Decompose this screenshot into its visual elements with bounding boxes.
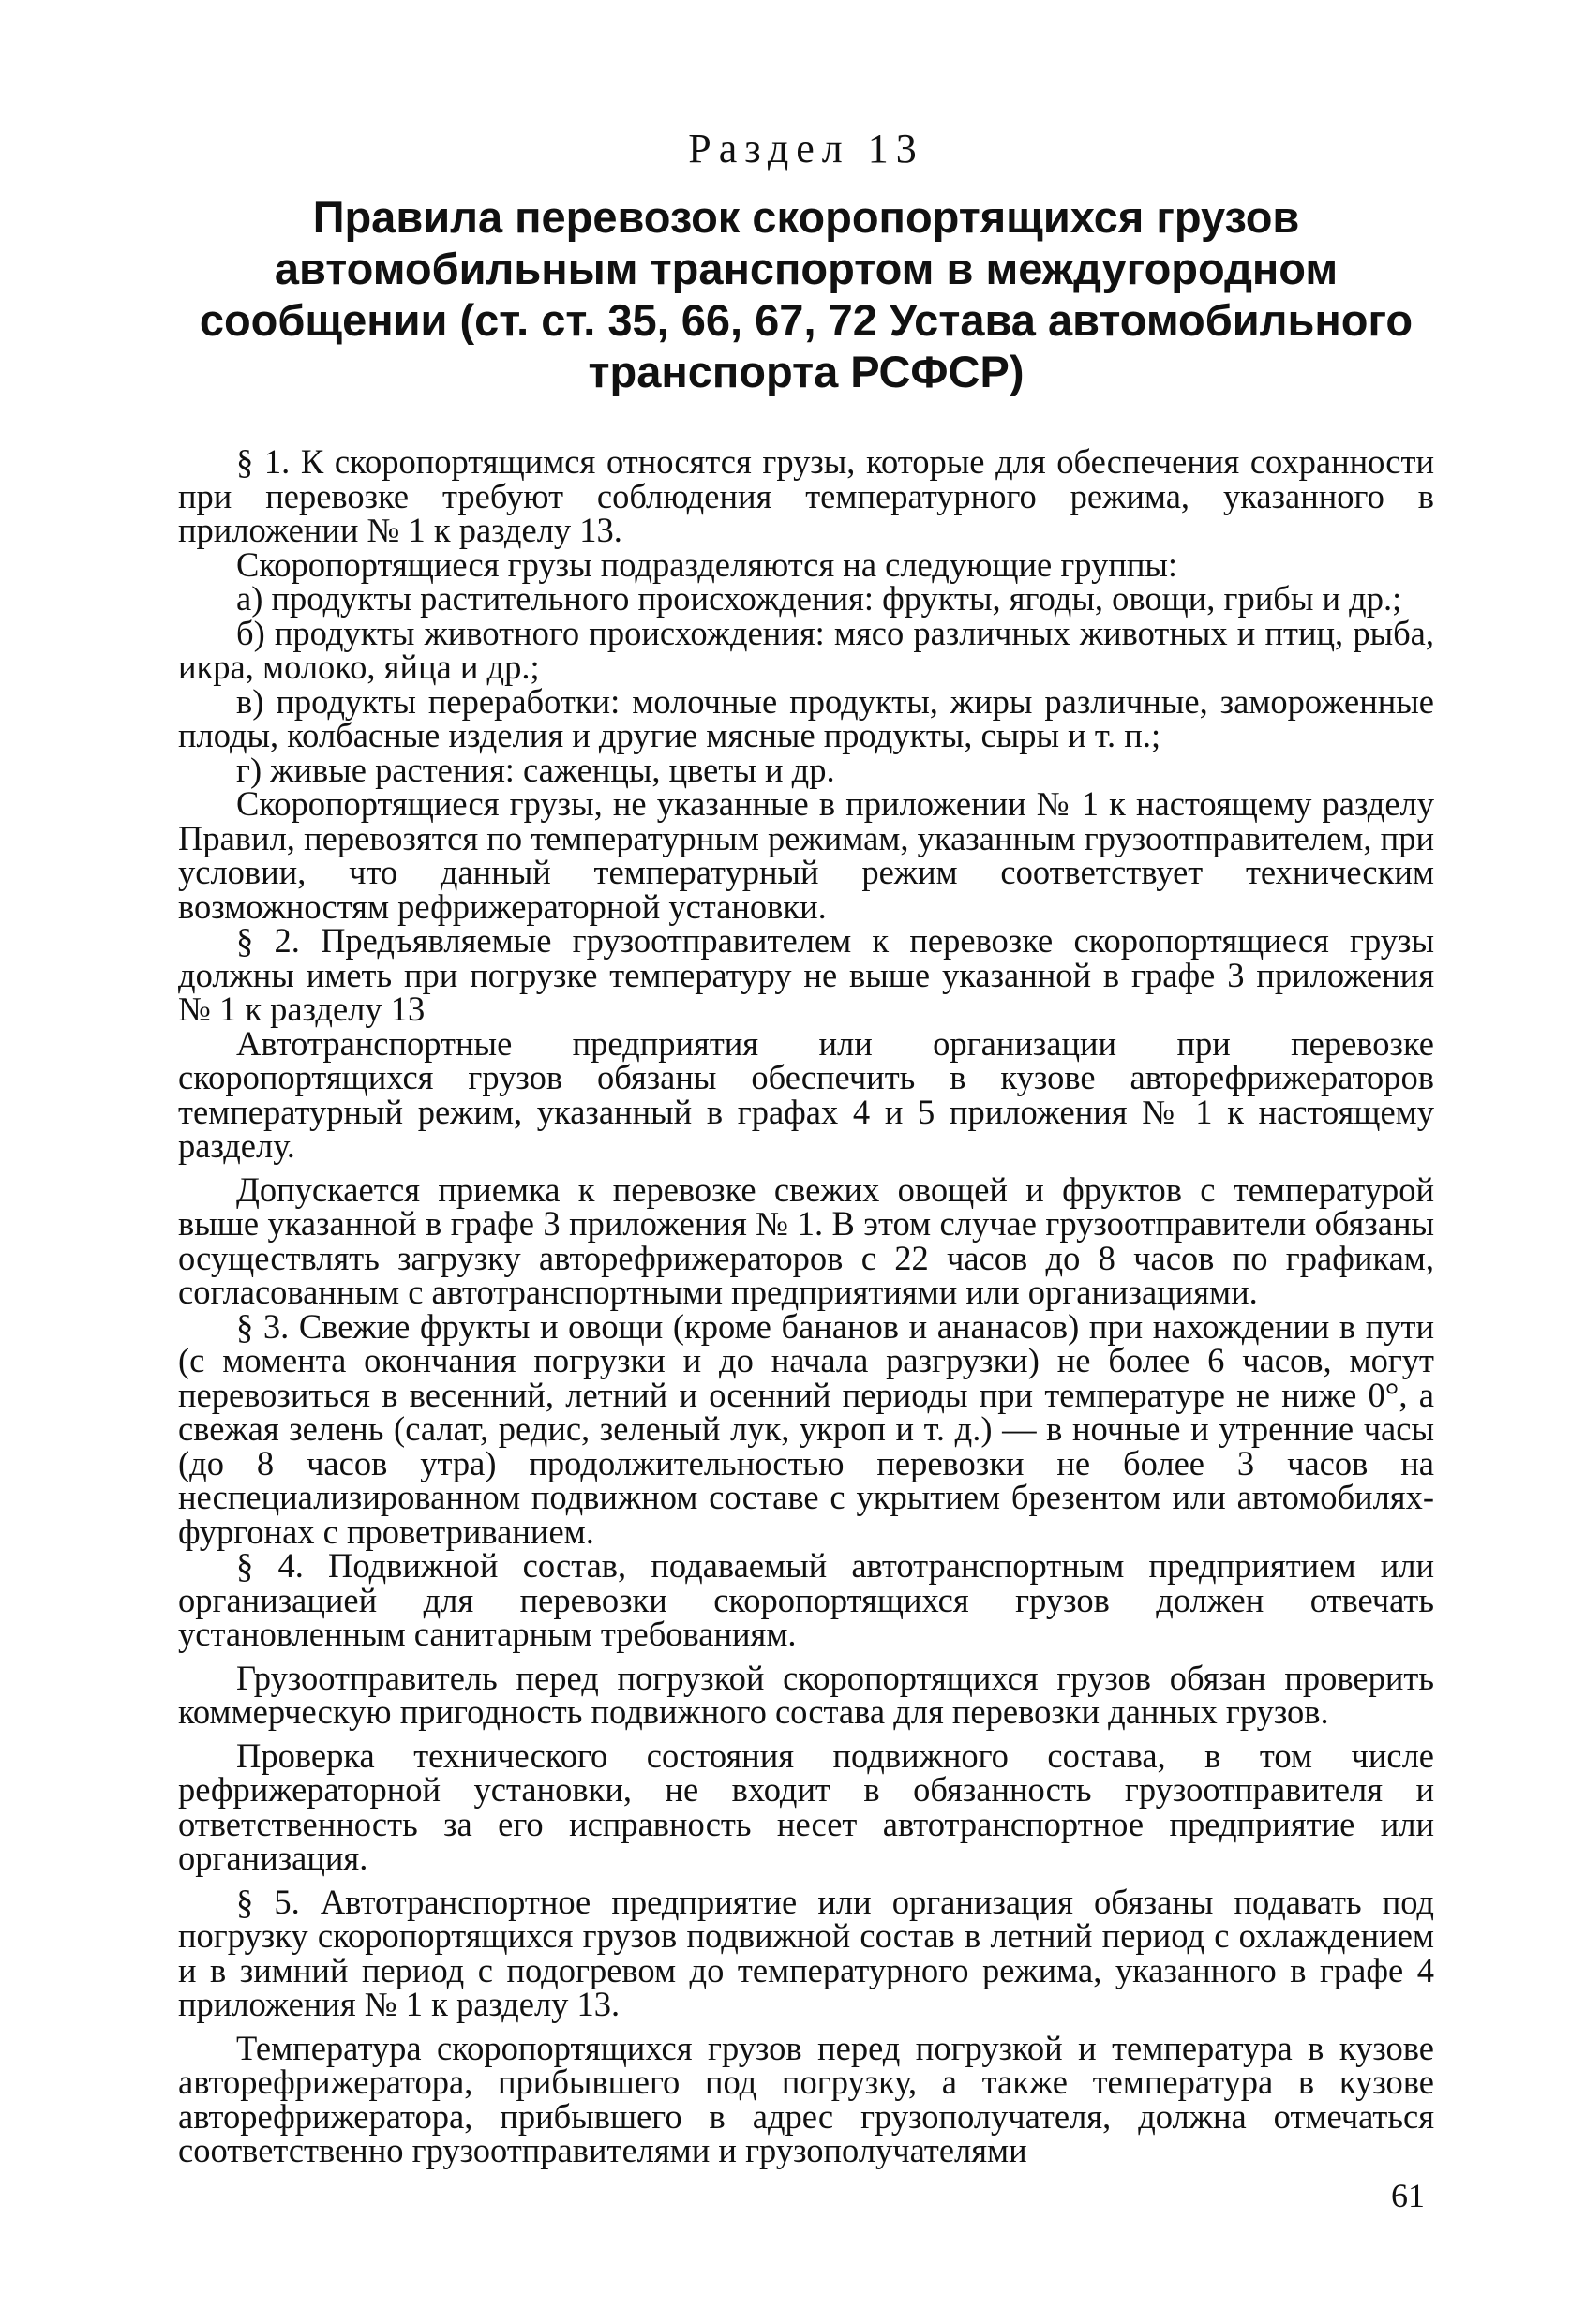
document-body — [178, 442, 1434, 2170]
paragraph-2: Скоропортящиеся грузы подразделяются на следующие группы: — [236, 544, 1178, 584]
section-heading: Раздел 13 — [688, 126, 924, 171]
paragraph-16: Температура скоропортящихся грузов перед погрузкой и температура в кузове авторефрижератора, прибывшего под погрузку, а также температура в кузове авторефрижератора, прибывшего в адрес грузополучателя, должна отмечаться соответственно грузоотправителями и грузополучателями — [178, 2028, 1434, 2170]
paragraph-7: Скоропортящиеся грузы, не указанные в приложении № 1 к настоящему разделу Правил, перевозятся по температурным режимам, указанным грузоотправителем, при условии, что данный температурный режим соответствует техническим возможностям рефрижераторной установки. — [178, 784, 1434, 926]
paragraph-9: Автотранспортные предприятия или организации при перевозке скоропортящихся грузов обязаны обеспечить в кузове авторефрижераторов температурный режим, указанный в графах 4 и 5 приложения № 1 к настоящему разделу. — [178, 1023, 1434, 1166]
paragraph-11: § 3. Свежие фрукты и овощи (кроме бананов и ананасов) при нахождении в пути (с момента окончания погрузки и до начала разгрузки) не более 6 часов, могут перевозиться в весенний, летний и осенний периоды при температуре не ниже 0°, а свежая зелень (салат, редис, зеленый лук, укроп и т. д.) — в ночные и утренние часы (до 8 часов утра) продолжительностью перевозки не более 3 часов на неспециализированном подвижном составе с укрытием брезентом или автомобилях-фургонах с проветриванием. — [178, 1306, 1434, 1551]
page-number: 61 — [1391, 2177, 1425, 2214]
document-page — [178, 127, 1434, 2168]
paragraph-8: § 2. Предъявляемые грузоотправителем к перевозке скоропортящиеся грузы должны иметь при погрузке температуру не выше указанной в графе 3 приложения № 1 к разделу 13 — [178, 921, 1434, 1029]
paragraph-3: а) продукты растительного происхождения: фрукты, ягоды, овощи, грибы и др.; — [236, 579, 1402, 618]
paragraph-15: § 5. Автотранспортное предприятие или организация обязаны подавать под погрузку скоропортящихся грузов подвижной состав в летний период с охлаждением и в зимний период с подогревом до температурного режима, указанного в графе 4 приложения № 1 к разделу 13. — [178, 1882, 1434, 2024]
paragraph-6: г) живые растения: саженцы, цветы и др. — [236, 750, 835, 789]
document-title: Правила перевозок скоропортящихся грузов автомобильным транспортом в междугородном сообщении (ст. ст. 35, 66, 67, 72 Устава автомобильного транспорта РСФСР) — [199, 192, 1414, 397]
paragraph-1: § 1. К скоропортящимся относятся грузы, которые для обеспечения сохранности при перевозке требуют соблюдения температурного режима, указанного в приложении № 1 к разделу 13. — [178, 442, 1434, 550]
paragraph-12: § 4. Подвижной состав, подаваемый автотранспортным предприятием или организацией для перевозки скоропортящихся грузов должен отвечать установленным санитарным требованиям. — [178, 1546, 1434, 1654]
paragraph-10: Допускается приемка к перевозке свежих овощей и фруктов с температурой выше указанной в графе 3 приложения № 1. В этом случае грузоотправители обязаны осуществлять загрузку авторефрижераторов с 22 часов до 8 часов по графикам, согласованным с автотранспортными предприятиями или организациями. — [178, 1169, 1434, 1312]
paragraph-13: Грузоотправитель перед погрузкой скоропортящихся грузов обязан проверить коммерческую пригодность подвижного состава для перевозки данных грузов. — [178, 1658, 1434, 1732]
paragraph-5: в) продукты переработки: молочные продукты, жиры различные, замороженные плоды, колбасные изделия и другие мясные продукты, сыры и т. п.; — [178, 681, 1434, 755]
paragraph-4: б) продукты животного происхождения: мясо различных животных и птиц, рыба, икра, молоко, яйца и др.; — [178, 613, 1434, 687]
paragraph-14: Проверка технического состояния подвижного состава, в том числе рефрижераторной установки, не входит в обязанность грузоотправителя и ответственность за его исправность несет автотранспортное предприятие или организация. — [178, 1736, 1434, 1878]
